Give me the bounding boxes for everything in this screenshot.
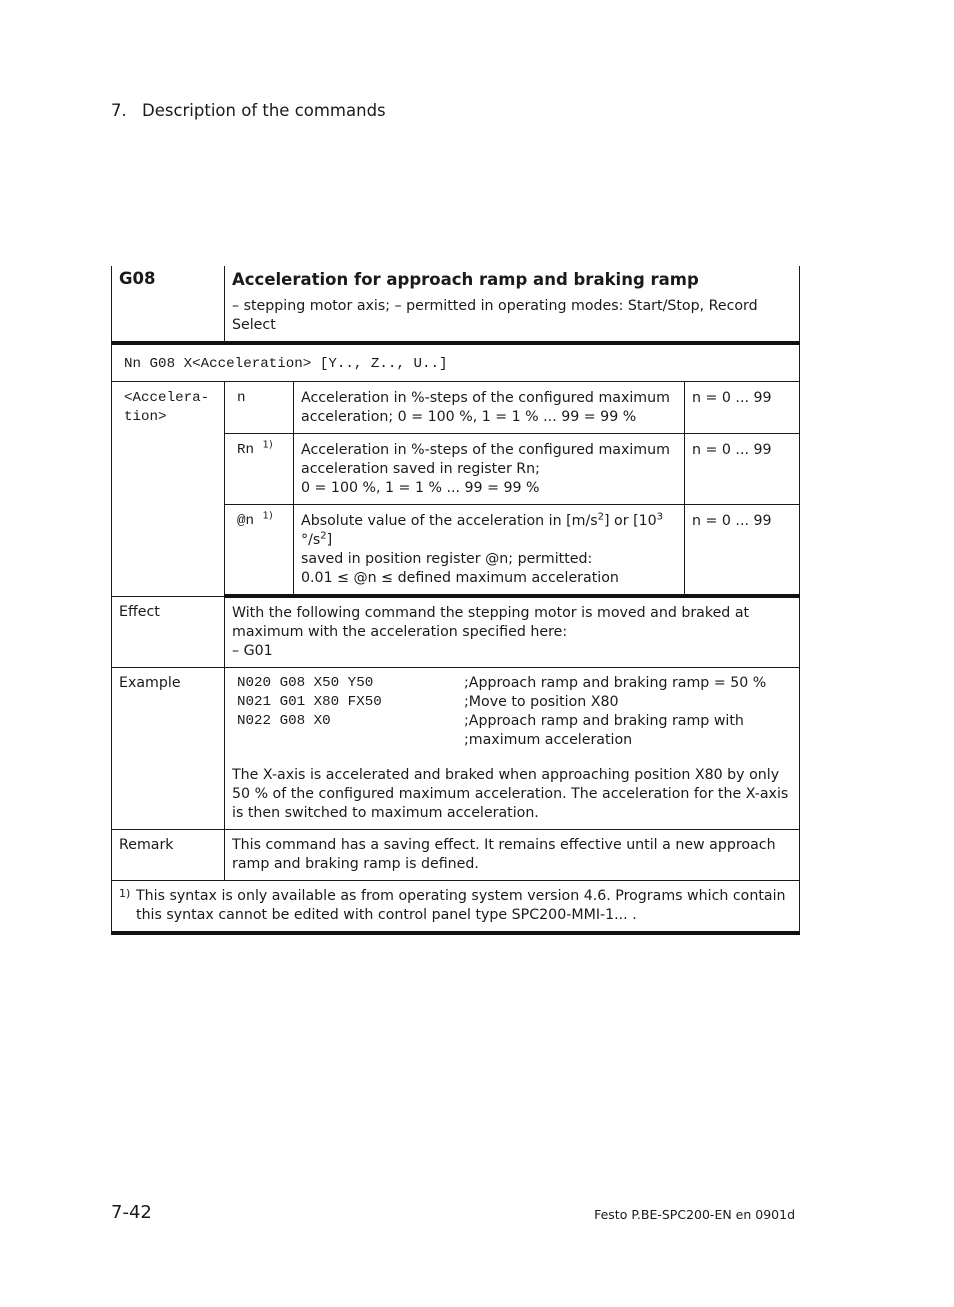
effect-text: With the following command the stepping motor is moved and braked at maximum with the acceleration specified here: <box>232 605 750 640</box>
command-table <box>111 266 800 935</box>
effect-label: Effect <box>112 596 225 668</box>
param-range: n = 0 ... 99 <box>685 434 800 505</box>
param-desc-line: Acceleration in %-steps of the configured maximum <box>301 442 670 458</box>
command-code-cell <box>112 266 225 343</box>
example-row <box>112 668 800 830</box>
example-code: N021 G01 X80 FX50 <box>237 694 382 710</box>
param-description <box>294 505 685 597</box>
example-code: N022 G08 X0 <box>237 713 331 729</box>
param-desc-line: acceleration; 0 = 100 %, 1 = 1 % ... 99 = 99 % <box>301 409 637 425</box>
param-name-line1: <Accelera- <box>124 390 210 406</box>
document-reference: Festo P.BE-SPC200-EN en 0901d <box>594 1207 795 1222</box>
superscript: 2 <box>597 511 605 523</box>
command-title-row <box>112 266 800 343</box>
example-label: Example <box>112 668 225 830</box>
page-number: 7-42 <box>111 1202 152 1223</box>
param-desc-line: 0 = 100 %, 1 = 1 % ... 99 = 99 % <box>301 480 540 496</box>
param-symbol-text: @n <box>237 513 255 529</box>
footnote-marker: 1) <box>262 439 273 451</box>
param-symbol <box>225 505 294 597</box>
example-comment: ;maximum acceleration <box>464 732 633 748</box>
param-desc-text: Absolute value of the acceleration in [m/s <box>301 513 598 529</box>
command-subtitle: – stepping motor axis; – permitted in operating modes: Start/Stop, Record Select <box>232 298 758 333</box>
param-row-n <box>112 382 800 434</box>
param-desc-text: °/s <box>301 532 321 548</box>
example-code <box>237 731 464 750</box>
example-code-block <box>237 674 792 750</box>
superscript: 3 <box>656 511 664 523</box>
param-symbol-text: n <box>237 390 246 406</box>
param-description <box>294 382 685 434</box>
effect-item: – G01 <box>232 643 273 659</box>
param-name-line2: tion> <box>124 409 167 425</box>
remark-label: Remark <box>112 830 225 881</box>
example-code: N020 G08 X50 Y50 <box>237 675 374 691</box>
param-desc-line: Acceleration in %-steps of the configured maximum <box>301 390 670 406</box>
param-desc-line: saved in position register @n; permitted: <box>301 551 593 567</box>
example-comment: ;Approach ramp and braking ramp = 50 % <box>464 675 767 691</box>
param-name-cell <box>112 382 225 597</box>
remark-row <box>112 830 800 881</box>
param-symbol <box>225 434 294 505</box>
param-range: n = 0 ... 99 <box>685 382 800 434</box>
remark-text: This command has a saving effect. It remains effective until a new approach ramp and braking ramp is defined. <box>225 830 800 881</box>
command-code: G08 <box>119 269 156 288</box>
footnote-row <box>112 881 800 934</box>
example-content <box>225 668 800 830</box>
param-symbol-text: Rn <box>237 442 255 458</box>
superscript: 2 <box>320 530 327 542</box>
param-description <box>294 434 685 505</box>
example-comment: ;Approach ramp and braking ramp with <box>464 713 744 729</box>
footnote-text: This syntax is only available as from operating system version 4.6. Programs which contain this syntax cannot be edited with control panel type SPC200-MMI-1... . <box>136 888 786 923</box>
footnote-cell <box>112 881 800 934</box>
param-symbol <box>225 382 294 434</box>
footnote-mark: 1) <box>119 887 131 900</box>
param-desc-text: ] or [10 <box>604 513 657 529</box>
param-desc-line: 0.01 ≤ @n ≤ defined maximum acceleration <box>301 570 619 586</box>
section-number: 7. <box>111 101 127 120</box>
example-explanation: The X-axis is accelerated and braked when approaching position X80 by only 50 % of the configured maximum acceleration. The acceleration for the X-axis is then switched to maximum acceleration. <box>232 767 789 821</box>
command-title: Acceleration for approach ramp and braking ramp <box>232 270 699 289</box>
param-range: n = 0 ... 99 <box>685 505 800 597</box>
footnote-marker: 1) <box>262 510 273 522</box>
section-heading <box>111 101 386 120</box>
syntax-row <box>112 343 800 382</box>
command-title-cell <box>225 266 800 343</box>
example-comment: ;Move to position X80 <box>464 694 619 710</box>
section-title: Description of the commands <box>142 101 386 120</box>
effect-row <box>112 596 800 668</box>
effect-content <box>225 596 800 668</box>
command-syntax: Nn G08 X<Acceleration> [Y.., Z.., U..] <box>112 343 800 382</box>
param-desc-line: acceleration saved in register Rn; <box>301 461 540 477</box>
param-desc-text: ] <box>326 532 333 548</box>
